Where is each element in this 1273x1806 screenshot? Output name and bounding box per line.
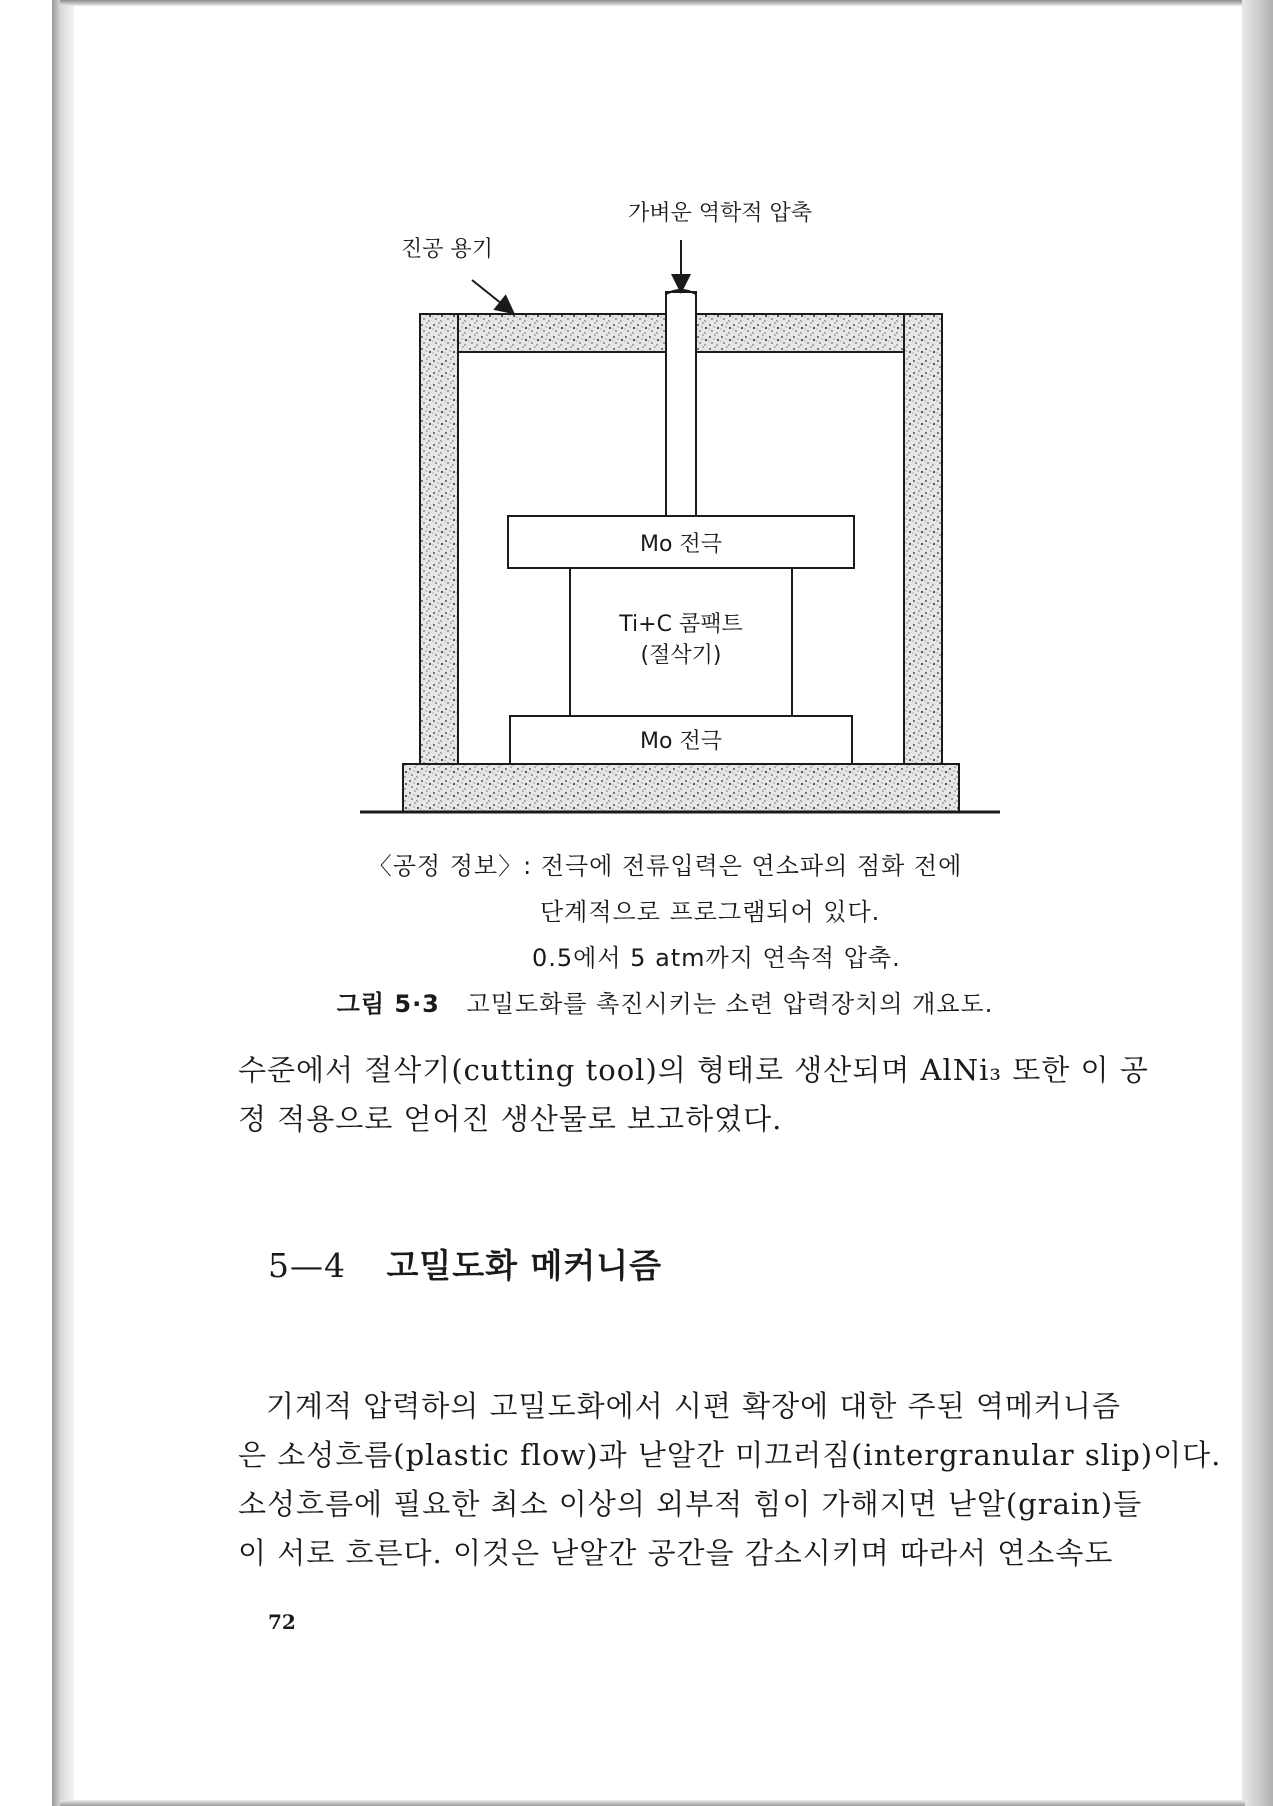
label-cutting-tool: (절삭기) [640, 643, 722, 668]
process-info-line-2: 단계적으로 프로그램되어 있다. [540, 898, 881, 926]
vessel-pointer-arrow [472, 280, 512, 312]
paragraph-2-line-1: 기계적 압력하의 고밀도화에서 시편 확장에 대한 주된 역메커니즘 [266, 1389, 1121, 1423]
process-info-line-3: 0.5에서 5 atm까지 연속적 압축. [532, 944, 901, 972]
label-light-compression: 가벼운 역학적 압축 [627, 201, 813, 226]
tic-compact [570, 568, 792, 716]
page-number: 72 [268, 1610, 296, 1634]
paragraph-2-line-4: 이 서로 흐른다. 이것은 낟알간 공간을 감소시키며 따라서 연소속도 [238, 1536, 1114, 1570]
piston-rod [666, 292, 696, 520]
section-number: 5—4 [268, 1246, 346, 1285]
page-left-shadow [52, 0, 74, 1806]
page-top-edge [60, 0, 1245, 6]
diagram-svg [360, 190, 1000, 830]
paragraph-2 [238, 1382, 1222, 1578]
paragraph-1-line-1: 수준에서 절삭기(cutting tool)의 형태로 생산되며 AlNi₃ 또한 이 공 [238, 1053, 1149, 1087]
label-upper-electrode: Mo 전극 [640, 532, 722, 557]
label-lower-electrode: Mo 전극 [640, 729, 722, 754]
section-title: 고밀도화 메커니즘 [386, 1246, 663, 1285]
figure-caption-text: 고밀도화를 촉진시키는 소련 압력장치의 개요도. [466, 990, 994, 1018]
label-vacuum-vessel: 진공 용기 [400, 237, 494, 262]
process-info-line-1: 〈공정 정보〉: 전극에 전류입력은 연소파의 점화 전에 [367, 852, 963, 880]
section-heading [268, 1240, 662, 1287]
label-compact: Ti+C 콤팩트 [619, 612, 743, 637]
figure-caption [200, 984, 1130, 1019]
page-bottom-edge [60, 1800, 1245, 1806]
paragraph-2-line-3: 소성흐름에 필요한 최소 이상의 외부적 힘이 가해지면 낟알(grain)들 [238, 1487, 1143, 1521]
page-right-shadow [1242, 0, 1273, 1806]
press-apparatus-diagram [360, 190, 1000, 830]
vessel-base [403, 764, 959, 812]
paragraph-1 [238, 1046, 1149, 1144]
paragraph-1-line-2: 정 적용으로 얻어진 생산물로 보고하였다. [238, 1102, 783, 1136]
paragraph-2-line-2: 은 소성흐름(plastic flow)과 낟알간 미끄러짐(intergranular slip)이다. [238, 1438, 1222, 1472]
figure-label: 그림 5·3 [336, 990, 440, 1018]
